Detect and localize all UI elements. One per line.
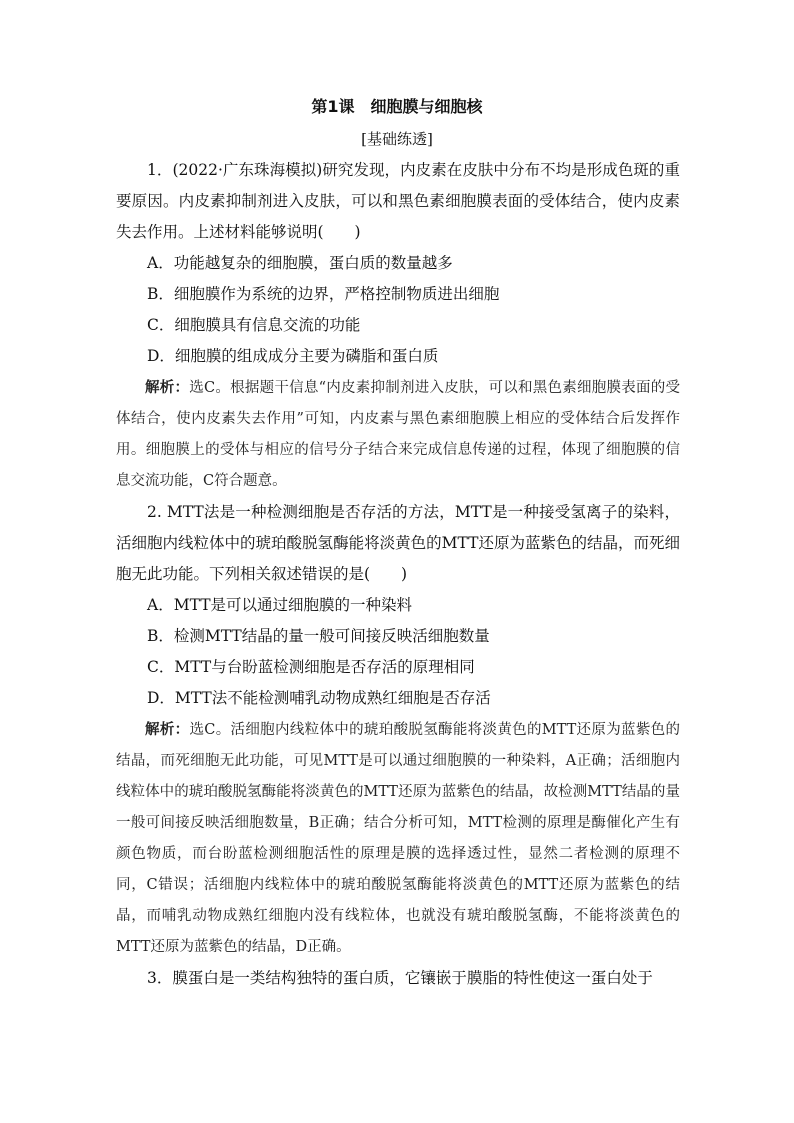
question-list [116,155,680,994]
question-1-option-d: D．细胞膜的组成成分主要为磷脂和蛋白质 [147,347,439,365]
question-1-analysis [116,372,680,497]
question-2-analysis [116,714,680,963]
question-2-option-a: A．MTT是可以通过细胞膜的一种染料 [147,596,413,614]
analysis-label: 解析： [145,721,190,738]
question-2-stem: 2. MTT法是一种检测细胞是否存活的方法，MTT是一种接受氢离子的染料，活细胞内线粒体中的琥珀酸脱氢酶能将淡黄色的MTT还原为蓝紫色的结晶，而死细胞无此功能。下列相关叙述错误的是( ) [116,503,680,583]
question-1-option-b: B．细胞膜作为系统的边界，严格控制物质进出细胞 [147,285,500,303]
page-title: 第1课 细胞膜与细胞核 [311,97,483,116]
question-3 [116,963,680,994]
analysis-text: 选C。活细胞内线粒体中的琥珀酸脱氢酶能将淡黄色的MTT还原为蓝紫色的结晶，而死细胞无此功能，可见MTT是可以通过细胞膜的一种染料，A正确；活细胞内线粒体中的琥珀酸脱氢酶能将淡黄色的MTT还原为蓝紫色的结晶，故检测MTT结晶的量一般可间接反映活细胞数量，B正确；结合分析可知，MTT检测的原理是酶催化产生有颜色物质，而台盼蓝检测细胞活性的原理是膜的选择透过性，显然二者检测的原理不同，C错误；活细胞内线粒体中的琥珀酸脱氢酶能将淡黄色的MTT还原为蓝紫色的结晶，而哺乳动物成熟红细胞内没有线粒体，也就没有琥珀酸脱氢酶，不能将淡黄色的MTT还原为蓝紫色的结晶，D正确。 [116,722,680,955]
question-1-option-c: C．细胞膜具有信息交流的功能 [147,316,361,334]
question-1 [116,155,680,497]
question-1-option-a: A．功能越复杂的细胞膜，蛋白质的数量越多 [147,254,453,272]
question-2-option-d: D．MTT法不能检测哺乳动物成熟红细胞是否存活 [147,689,491,707]
question-2-option-b: B．检测MTT结晶的量一般可间接反映活细胞数量 [147,627,490,645]
question-2-option-c: C．MTT与台盼蓝检测细胞是否存活的原理相同 [147,658,475,676]
question-3-stem: 3．膜蛋白是一类结构独特的蛋白质，它镶嵌于膜脂的特性使这一蛋白处于 [147,969,653,987]
analysis-label: 解析： [145,379,190,396]
section-subtitle: [基础练透] [361,130,433,148]
question-1-stem: 1．(2022·广东珠海模拟)研究发现，内皮素在皮肤中分布不均是形成色斑的重要原因。内皮素抑制剂进入皮肤，可以和黑色素细胞膜表面的受体结合，使内皮素失去作用。上述材料能够说明( ) [116,161,680,241]
question-2 [116,497,680,963]
analysis-text: 选C。根据题干信息“内皮素抑制剂进入皮肤，可以和黑色素细胞膜表面的受体结合，使内皮素失去作用”可知，内皮素与黑色素细胞膜上相应的受体结合后发挥作用。细胞膜上的受体与相应的信号分子结合来完成信息传递的过程，体现了细胞膜的信息交流功能，C符合题意。 [116,380,680,489]
